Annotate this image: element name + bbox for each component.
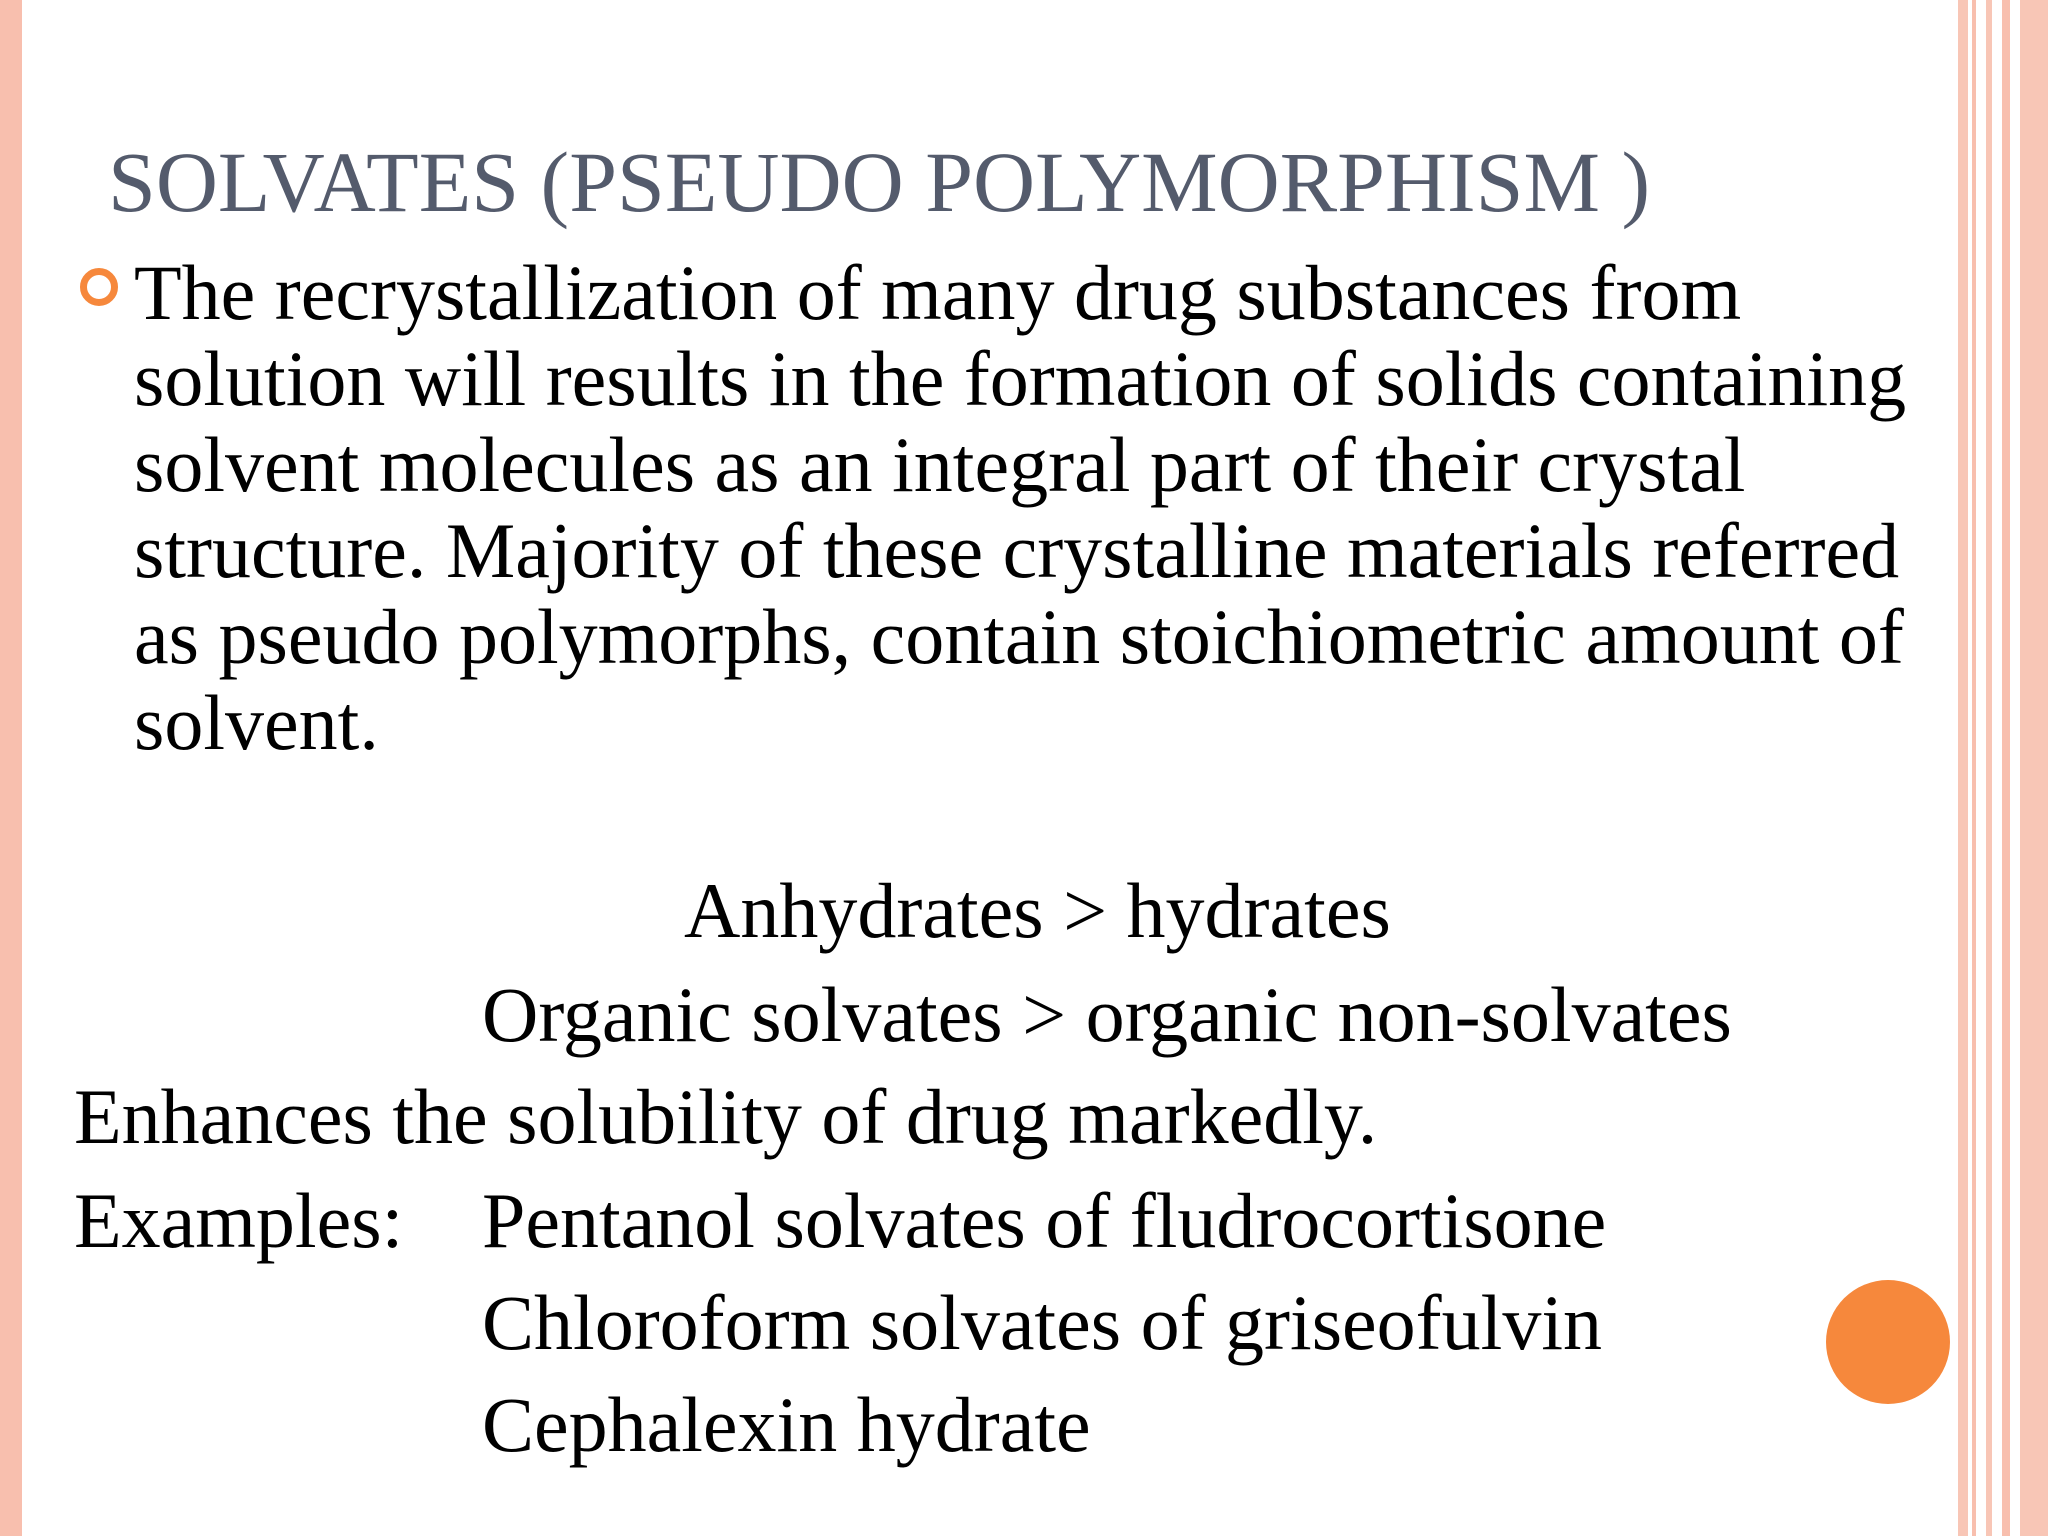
example-item-cephalexin: Cephalexin hydrate [482, 1381, 1091, 1468]
examples-label: Examples: [74, 1177, 404, 1264]
order-line-anhydrates: Anhydrates > hydrates [684, 867, 1391, 954]
right-stripe-3 [1986, 0, 1992, 1536]
example-item-chloroform: Chloroform solvates of griseofulvin [482, 1279, 1602, 1366]
hollow-circle-bullet-icon [80, 268, 118, 306]
right-stripe-1 [1958, 0, 1968, 1536]
solubility-note: Enhances the solubility of drug markedly. [74, 1073, 1378, 1160]
right-stripe-4 [2002, 0, 2010, 1536]
right-border-stripes [1958, 0, 2048, 1536]
right-stripe-5 [2020, 0, 2048, 1536]
example-item-pentanol: Pentanol solvates of fludrocortisone [482, 1177, 1607, 1264]
decorative-orange-circle [1826, 1280, 1950, 1404]
left-border-stripe [0, 0, 22, 1536]
right-stripe-2 [1972, 0, 1976, 1536]
slide-title: SOLVATES (PSEUDO POLYMORPHISM ) [108, 134, 1651, 230]
bullet-paragraph: The recrystallization of many drug substances from solution will results in the formation of solids containing solvent molecules as an integral part of their crystal structure. Majority of these crystalline materials referred as pseudo polymorphs, contain stoichiometric amount of solvent. [134, 249, 1907, 766]
order-line-organic-solvates: Organic solvates > organic non-solvates [482, 971, 1732, 1058]
